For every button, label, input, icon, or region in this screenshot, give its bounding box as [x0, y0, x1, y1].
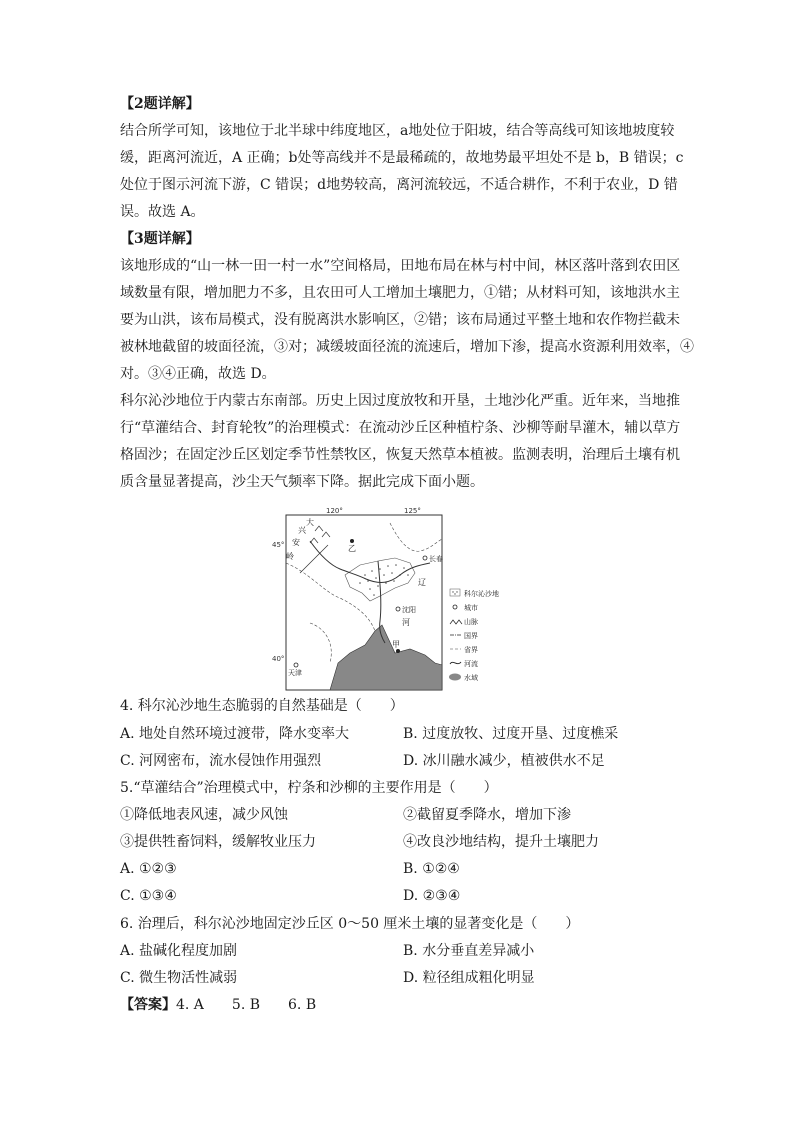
q5-option-c: C. ①③④ [120, 888, 177, 904]
section2-line-3: 处位于图示河流下游，C 错误；d地势较高，离河流较远，不适合耕作，不利于农业，D 错 [120, 177, 678, 193]
section3-heading: 【3题详解】 [120, 231, 200, 247]
q5-statement-2: ②截留夏季降水，增加下渗 [403, 807, 571, 823]
passage-line-3: 格固沙；在固定沙丘区划定季节性禁牧区，恢复天然草本植被。监测表明，治理后土壤有机 [120, 447, 680, 463]
passage-line-4: 质含量显著提高，沙尘天气频率下降。据此完成下面小题。 [120, 474, 484, 490]
legend-mountain-label: 山脉 [464, 618, 478, 626]
point-yi [350, 539, 354, 543]
section3-line-1: 该地形成的“山一林一田一村一水”空间格局，田地布局在林与村中间，林区落叶落到农田区 [120, 258, 681, 274]
legend-sand-label: 科尔沁沙地 [464, 590, 499, 598]
legend-river-label: 河流 [464, 660, 478, 668]
label-liao: 辽 [418, 578, 426, 587]
section2-line-4: 误。故选 A。 [120, 204, 205, 220]
q4-option-c: C. 河网密布，流水侵蚀作用强烈 [120, 753, 322, 769]
section2-line-1: 结合所学可知，该地位于北半球中纬度地区，a地处位于阳坡，结合等高线可知该地坡度较 [120, 123, 675, 139]
label-jia: 甲 [392, 640, 400, 649]
q5-statement-1: ①降低地表风速，减少风蚀 [120, 807, 288, 823]
q5-option-d: D. ②③④ [403, 888, 461, 904]
section3-line-4: 被林地截留的坡面径流，③对；减缓坡面径流的流速后，增加下渗，提高水资源利用效率，④ [120, 339, 694, 355]
section2-line-2: 缓，距离河流近，A 正确；b处等高线并不是最稀疏的，故地势最平坦处不是 b，B 错误；c [120, 150, 684, 166]
legend-border-label: 国界 [464, 632, 478, 640]
legend-water-symbol [449, 674, 461, 681]
q6-option-a: A. 盐碱化程度加剧 [120, 943, 238, 959]
label-da: 大 [306, 518, 314, 527]
legend-water-label: 水域 [464, 674, 478, 682]
answer-text: 4. A 5. B 6. B [176, 997, 317, 1013]
answer-line [120, 995, 316, 1015]
passage-line-2: 行“草灌结合、封育轮牧”的治理模式：在流动沙丘区种植柠条、沙柳等耐旱灌木，辅以草方 [120, 420, 681, 436]
label-he: 河 [402, 618, 410, 627]
legend-city-symbol [453, 605, 457, 609]
label-yi: 乙 [348, 544, 356, 553]
legend-city-label: 城市 [464, 604, 478, 612]
q4-option-b: B. 过度放牧、过度开垦、过度樵采 [403, 726, 619, 742]
q6-stem: 6. 治理后，科尔沁沙地固定沙丘区 0～50 厘米土壤的显著变化是（ ） [120, 916, 580, 932]
label-changchun: 长春 [429, 555, 443, 563]
legend-mountain-symbol [450, 620, 462, 624]
answer-label: 【答案】 [120, 997, 176, 1013]
label-xing: 兴 [298, 526, 306, 535]
section3-line-3: 要为山洪，该布局模式，没有脱离洪水影响区，②错；该布局通过平整土地和农作物拦截未 [120, 312, 680, 328]
q6-option-d: D. 粒径组成粗化明显 [403, 970, 535, 986]
legend-sand-swatch [450, 589, 460, 596]
point-jia [396, 649, 400, 653]
lat-label-40: 40° [272, 655, 285, 663]
q6-option-b: B. 水分垂直差异减小 [403, 943, 535, 959]
lat-label-45: 45° [272, 541, 285, 549]
label-tianjin: 天津 [288, 669, 302, 677]
legend-province-label: 省界 [464, 646, 478, 654]
q5-option-b: B. ①②④ [403, 861, 460, 877]
q5-statement-4: ④改良沙地结构，提升土壤肥力 [403, 834, 599, 850]
label-shenyang: 沈阳 [402, 606, 416, 614]
q6-option-c: C. 微生物活性减弱 [120, 970, 238, 986]
section2-heading: 【2题详解】 [120, 96, 200, 112]
q4-option-a: A. 地处自然环境过渡带，降水变率大 [120, 726, 350, 742]
lon-label-125: 125° [404, 507, 421, 515]
legend-river-symbol [450, 662, 461, 664]
label-ling: 岭 [286, 552, 294, 561]
q4-option-d: D. 冰川融水减少，植被供水不足 [403, 753, 605, 769]
q5-option-a: A. ①②③ [120, 861, 177, 877]
q5-statement-3: ③提供牲畜饲料，缓解牧业压力 [120, 834, 316, 850]
lon-label-120: 120° [326, 507, 343, 515]
section3-line-5: 对。③④正确，故选 D。 [120, 366, 276, 382]
map-legend [449, 589, 499, 682]
q4-stem: 4. 科尔沁沙地生态脆弱的自然基础是（ ） [120, 698, 404, 714]
q5-stem: 5.“草灌结合”治理模式中，柠条和沙柳的主要作用是（ ） [120, 780, 498, 796]
section3-line-2: 域数量有限，增加肥力不多，且农田可人工增加土壤肥力，①错；从材料可知，该地洪水主 [120, 285, 680, 301]
horqin-sandy-land-map [270, 503, 530, 693]
label-an: 安 [292, 538, 300, 547]
passage-line-1: 科尔沁沙地位于内蒙古东南部。历史上因过度放牧和开垦，土地沙化严重。近年来，当地推 [120, 393, 680, 409]
